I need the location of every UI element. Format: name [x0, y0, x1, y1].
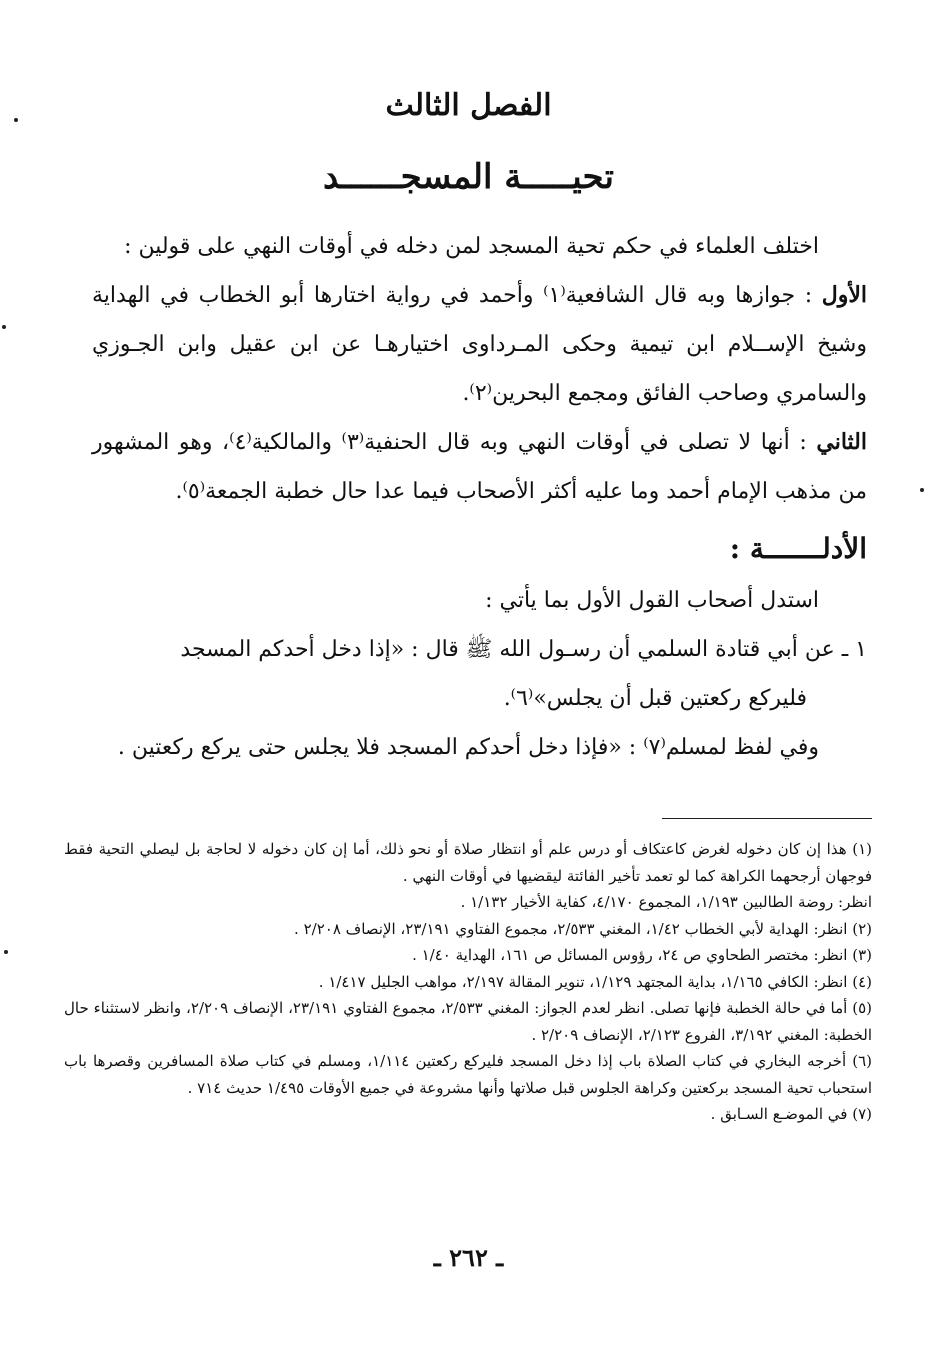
chapter-title: الفصل الثالث	[385, 88, 552, 123]
evidence-intro: استدل أصحاب القول الأول بما يأتي :	[485, 588, 819, 613]
opinion-first-label: الأول	[821, 282, 868, 308]
scan-speck	[14, 118, 18, 122]
evidence-heading: الأدلـــــــة :	[729, 532, 867, 565]
footnote-divider	[662, 818, 872, 819]
main-text	[92, 222, 867, 772]
footnote-3: (٣) انظر: مختصر الطحاوي ص ٢٤، رؤوس المسائل ص ١٦١، الهداية ١/٤٠ .	[412, 946, 872, 964]
hadith-1-variant: وفي لفظ لمسلم⁽٧⁾ : «فإذا دخل أحدكم المسجد فلا يجلس حتى يركع ركعتين .	[117, 735, 819, 760]
opinion-second-text: : أنها لا تصلى في أوقات النهي وبه قال الحنفية⁽٣⁾ والمالكية⁽٤⁾، وهو المشهور من مذهب الإمام أحمد وما عليه أكثر الأصحاب فيما عدا حال خطبة الجمعة⁽٥⁾.	[92, 430, 867, 504]
page-number: ـ ٢٦٢ ـ	[433, 1243, 504, 1272]
footnote-1-refs: انظر: روضة الطالبين ١/١٩٣، المجموع ٤/١٧٠، كفاية الأخيار ١/١٣٢ .	[460, 893, 872, 911]
opinion-second	[92, 418, 867, 516]
footnote-5: (٥) أما في حالة الخطبة فإنها تصلى. انظر لعدم الجواز: المغني ٢/٥٣٣، مجموع الفتاوي ٢٣/١٩١، الإنصاف ٢/٢٠٩، وانظر لاستثناء حال الخطبة: المغني ٣/١٩٢، الفروع ٢/١٢٣، الإنصاف ٢/٢٠٩ .	[64, 999, 873, 1044]
section-title: تحيـــــة المسجــــــد	[323, 157, 614, 197]
intro-paragraph: اختلف العلماء في حكم تحية المسجد لمن دخله في أوقات النهي على قولين :	[124, 234, 819, 259]
opinion-first-text: : جوازها وبه قال الشافعية⁽١⁾ وأحمد في رواية اختارها أبو الخطاب في الهداية وشيخ الإســلام ابن تيمية وحكى المـرداوى اختيارهـا عن ابن عقيل وابن الجـوزي والسامري وصاحب الفائق ومجمع البحرين⁽٢⁾.	[92, 283, 867, 406]
footnote-7: (٧) في الموضـع السـابق .	[710, 1105, 872, 1123]
hadith-1: ١ ـ عن أبي قتادة السلمي أن رسـول الله ﷺ قال : «إذا دخل أحدكم المسجد	[180, 637, 867, 662]
hadith-1-continuation: فليركع ركعتين قبل أن يجلس»⁽٦⁾.	[503, 686, 807, 711]
scan-speck	[2, 325, 6, 329]
footnotes	[64, 836, 872, 1128]
footnote-2: (٢) انظر: الهداية لأبي الخطاب ١/٤٢، المغني ٢/٥٣٣، مجموع الفتاوي ٢٣/١٩١، الإنصاف ٢/٢٠٨ .	[294, 919, 872, 938]
opinion-first	[92, 271, 867, 418]
footnote-4: (٤) انظر: الكافي ١/١٦٥، بداية المجتهد ١/١٢٩، تنوير المقالة ٢/١٩٧، مواهب الجليل ١/٤١٧ .	[318, 972, 872, 991]
footnote-6: (٦) أخرجه البخاري في كتاب الصلاة باب إذا دخل المسجد فليركع ركعتين ١/١١٤، ومسلم في كتاب صلاة المسافرين وقصرها باب استحباب تحية المسجد بركعتين وكراهة الجلوس قبل صلاتها وأنها مشروعة في جميع الأوقات ١/٤٩٥ حديث ٧١٤ .	[64, 1052, 872, 1097]
scan-speck	[4, 950, 8, 954]
scan-speck	[920, 488, 924, 492]
opinion-second-label: الثاني	[816, 429, 867, 455]
footnote-1: (١) هذا إن كان دخوله لغرض كاعتكاف أو درس علم أو انتظار صلاة أو نحو ذلك، أما إن كان دخوله لا لحاجة بل ليصلي التحية فقط فوجهان أرجحهما الكراهة كما لو تعمد تأخير الفائتة ليقضيها في أوقات النهي .	[64, 840, 872, 885]
